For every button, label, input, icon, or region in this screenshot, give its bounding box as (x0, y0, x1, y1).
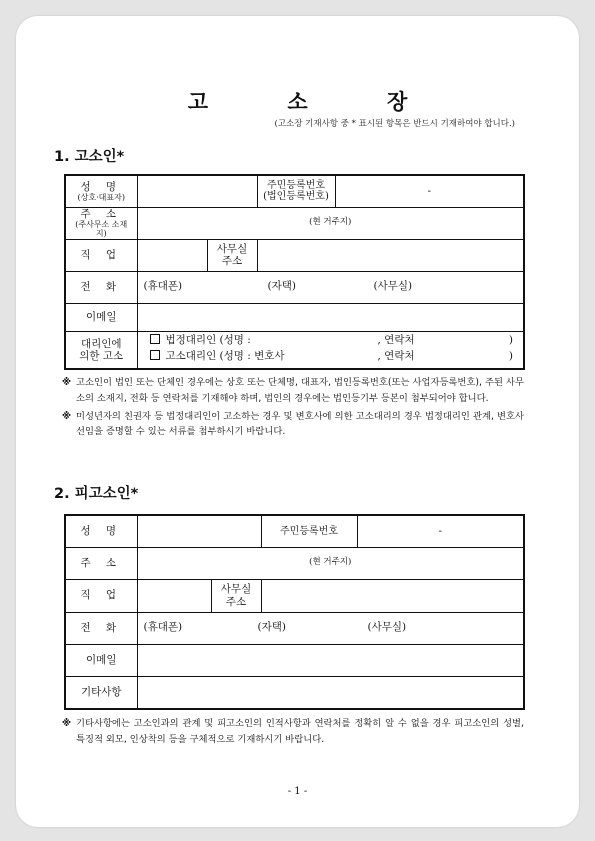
phone-field[interactable] (137, 271, 524, 303)
etc-field[interactable] (137, 676, 524, 709)
close-paren: ) (508, 349, 513, 362)
checkbox-icon[interactable] (150, 350, 160, 360)
phone-mobile-label: (휴대폰) (143, 621, 183, 633)
table-row (65, 175, 524, 207)
phone-home-label: (자택) (257, 621, 286, 633)
address-label: 주 소 (65, 547, 137, 579)
email-label: 이메일 (65, 303, 137, 331)
name-field[interactable] (137, 175, 257, 207)
section-accused-heading: 2. 피고소인* (54, 486, 139, 502)
name-field[interactable] (137, 515, 261, 547)
section-complainant-heading: 1. 고소인* (54, 149, 125, 165)
rrn-label: 주민등록번호 (261, 515, 357, 547)
legal-agent-contact-label: , 연락처 (377, 333, 415, 346)
email-label: 이메일 (65, 644, 137, 676)
address-field[interactable]: (현 거주지) (137, 547, 524, 579)
office-address-field[interactable] (257, 239, 524, 271)
address-field[interactable]: (현 거주지) (137, 207, 524, 239)
close-paren: ) (508, 333, 513, 346)
table-row (65, 676, 524, 709)
job-field[interactable] (137, 239, 207, 271)
table-row (65, 331, 524, 369)
name-label-cell: 성 명 (상호·대표자) (65, 175, 137, 207)
accused-table (64, 514, 525, 710)
office-address-label: 사무실 주소 (207, 239, 257, 271)
checkbox-icon[interactable] (150, 334, 160, 344)
phone-home-label: (자택) (267, 280, 296, 292)
table-row (65, 547, 524, 579)
office-address-label: 사무실 주소 (211, 579, 261, 612)
rrn-label-cell: 주민등록번호 (법인등록번호) (257, 175, 335, 207)
table-row (65, 207, 524, 239)
table-row (65, 239, 524, 271)
phone-office-label: (사무실) (367, 621, 407, 633)
phone-office-label: (사무실) (373, 280, 413, 292)
agent-label-cell: 대리인에 의한 고소 (65, 331, 137, 369)
name-label: 성 명 (65, 515, 137, 547)
rrn-field[interactable]: - (335, 175, 524, 207)
email-field[interactable] (137, 644, 524, 676)
rrn-field[interactable]: - (357, 515, 524, 547)
phone-label: 전 화 (65, 612, 137, 644)
note-item: ※ 고소인이 법인 또는 단체인 경우에는 상호 또는 단체명, 대표자, 법인등록번호(또는 사업자등록번호), 주된 사무소의 소재지, 전화 등 연락처를 기재해야 하며, 법인의 경우에는 법인등기부 등본이 첨부되어야 합니다. (62, 377, 524, 404)
required-fields-note: (고소장 기재사항 중 * 표시된 항목은 반드시 기재하여야 합니다.) (274, 119, 515, 129)
table-row (65, 644, 524, 676)
complainant-table (64, 174, 525, 370)
job-label: 직 업 (65, 579, 137, 612)
table-row (65, 271, 524, 303)
table-row (65, 303, 524, 331)
agent-field (137, 331, 524, 369)
document-title: 고 소 장 (187, 89, 444, 114)
phone-mobile-label: (휴대폰) (143, 280, 183, 292)
note-item: ※ 기타사항에는 고소인과의 관계 및 피고소인의 인적사항과 연락처를 정확히 알 수 없을 경우 피고소인의 성별, 특징적 외모, 인상착의 등을 구체적으로 기재하시기 바랍니다. (62, 718, 524, 745)
legal-agent-option[interactable]: 법정대리인 (성명 : (150, 334, 251, 346)
complainant-notes (62, 375, 524, 442)
accused-notes (62, 716, 524, 750)
lawyer-agent-option[interactable]: 고소대리인 (성명 : 변호사 (150, 350, 285, 362)
page-number: - 1 - (287, 786, 308, 797)
etc-label: 기타사항 (65, 676, 137, 709)
lawyer-agent-contact-label: , 연락처 (377, 349, 415, 362)
table-row (65, 612, 524, 644)
email-field[interactable] (137, 303, 524, 331)
table-row (65, 579, 524, 612)
address-label-cell: 주 소 (주사무소 소재지) (65, 207, 137, 239)
phone-label: 전 화 (65, 271, 137, 303)
table-row (65, 515, 524, 547)
office-address-field[interactable] (261, 579, 524, 612)
job-label: 직 업 (65, 239, 137, 271)
note-item: ※ 미성년자의 친권자 등 법정대리인이 고소하는 경우 및 변호사에 의한 고소대리의 경우 법정대리인 관계, 변호사 선임을 증명할 수 있는 서류를 첨부하시기 바랍니다. (62, 410, 524, 438)
phone-field[interactable] (137, 612, 524, 644)
job-field[interactable] (137, 579, 211, 612)
